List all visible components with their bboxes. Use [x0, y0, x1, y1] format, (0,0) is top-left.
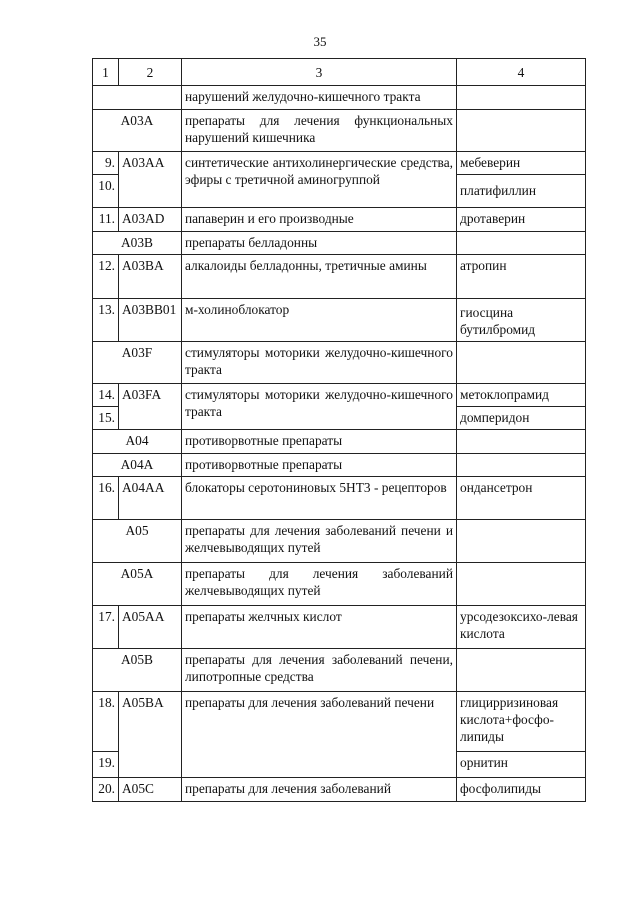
row-number: 10. [93, 175, 119, 208]
description-cell: препараты для лечения заболеваний печени [182, 692, 457, 778]
description-cell: стимуляторы моторики желудочно-кишечного тракта [182, 384, 457, 430]
drug-cell [457, 649, 586, 692]
row-number: 16. [93, 477, 119, 520]
table-row [93, 606, 586, 649]
description-cell: м-холиноблокатор [182, 299, 457, 342]
row-number: 20. [93, 778, 119, 802]
table-row [93, 208, 586, 232]
row-number: 19. [93, 752, 119, 778]
drug-cell: ондансетрон [457, 477, 586, 520]
description-cell: препараты для лечения заболеваний желчевыводящих путей [182, 563, 457, 606]
description-cell: алкалоиды белладонны, третичные амины [182, 255, 457, 299]
drug-classification-table [92, 58, 586, 802]
drug-cell: дротаверин [457, 208, 586, 232]
code-cell: A05A [93, 563, 182, 606]
row-number: 15. [93, 407, 119, 430]
description-cell: блокаторы серотониновых 5НТ3 - рецепторов [182, 477, 457, 520]
drug-cell [457, 454, 586, 477]
description-cell: противорвотные препараты [182, 454, 457, 477]
row-number: 18. [93, 692, 119, 752]
description-cell: препараты для лечения заболеваний печени и желчевыводящих путей [182, 520, 457, 563]
drug-cell: мебеверин [457, 152, 586, 175]
drug-cell: фосфолипиды [457, 778, 586, 802]
code-cell: A05B [93, 649, 182, 692]
drug-cell [457, 342, 586, 384]
table-row [93, 86, 586, 110]
header-col-3: 3 [182, 59, 457, 86]
table-row [93, 430, 586, 454]
table-row [93, 342, 586, 384]
table-row [93, 563, 586, 606]
code-cell: A03FA [119, 384, 182, 430]
row-number: 11. [93, 208, 119, 232]
table-row [93, 152, 586, 175]
code-cell: A05 [93, 520, 182, 563]
table-row [93, 110, 586, 152]
drug-cell [457, 86, 586, 110]
code-cell: A05C [119, 778, 182, 802]
table-row [93, 477, 586, 520]
table-row [93, 778, 586, 802]
drug-cell: атропин [457, 255, 586, 299]
drug-cell [457, 430, 586, 454]
code-cell: A04AA [119, 477, 182, 520]
code-cell: A03B [93, 232, 182, 255]
description-cell: нарушений желудочно-кишечного тракта [182, 86, 457, 110]
code-cell: A05BA [119, 692, 182, 778]
drug-cell: гиосцина бутилбромид [457, 299, 586, 342]
description-cell: противорвотные препараты [182, 430, 457, 454]
description-cell: препараты белладонны [182, 232, 457, 255]
table-row [93, 232, 586, 255]
code-cell: A03A [93, 110, 182, 152]
row-number: 12. [93, 255, 119, 299]
code-cell: A04 [93, 430, 182, 454]
description-cell: препараты для лечения функциональных нарушений кишечника [182, 110, 457, 152]
drug-cell: метоклопрамид [457, 384, 586, 407]
description-cell: стимуляторы моторики желудочно-кишечного тракта [182, 342, 457, 384]
drug-cell: урсодезоксихо-левая кислота [457, 606, 586, 649]
drug-cell [457, 520, 586, 563]
table-row [93, 692, 586, 752]
row-number: 14. [93, 384, 119, 407]
code-cell: A03AD [119, 208, 182, 232]
table-row [93, 255, 586, 299]
code-cell: A03AA [119, 152, 182, 208]
table-row [93, 384, 586, 407]
drug-cell [457, 110, 586, 152]
code-cell: A03F [93, 342, 182, 384]
description-cell: папаверин и его производные [182, 208, 457, 232]
header-col-4: 4 [457, 59, 586, 86]
code-cell [93, 86, 182, 110]
header-col-2: 2 [119, 59, 182, 86]
table-header-row [93, 59, 586, 86]
description-cell: препараты для лечения заболеваний [182, 778, 457, 802]
description-cell: синтетические антихолинергические средства, эфиры с третичной аминогруппой [182, 152, 457, 208]
row-number: 17. [93, 606, 119, 649]
description-cell: препараты желчных кислот [182, 606, 457, 649]
drug-cell: орнитин [457, 752, 586, 778]
table-row [93, 520, 586, 563]
page-number: 35 [313, 34, 327, 49]
drug-cell: домперидон [457, 407, 586, 430]
code-cell: A03BB01 [119, 299, 182, 342]
drug-cell: глицирризиновая кислота+фосфо-липиды [457, 692, 586, 752]
header-col-1: 1 [93, 59, 119, 86]
code-cell: A05AA [119, 606, 182, 649]
table-row [93, 454, 586, 477]
drug-cell: платифиллин [457, 175, 586, 208]
description-cell: препараты для лечения заболеваний печени, липотропные средства [182, 649, 457, 692]
row-number: 13. [93, 299, 119, 342]
row-number: 9. [93, 152, 119, 175]
table-row [93, 649, 586, 692]
drug-cell [457, 232, 586, 255]
table-row [93, 299, 586, 342]
code-cell: A03BA [119, 255, 182, 299]
code-cell: A04A [93, 454, 182, 477]
drug-cell [457, 563, 586, 606]
